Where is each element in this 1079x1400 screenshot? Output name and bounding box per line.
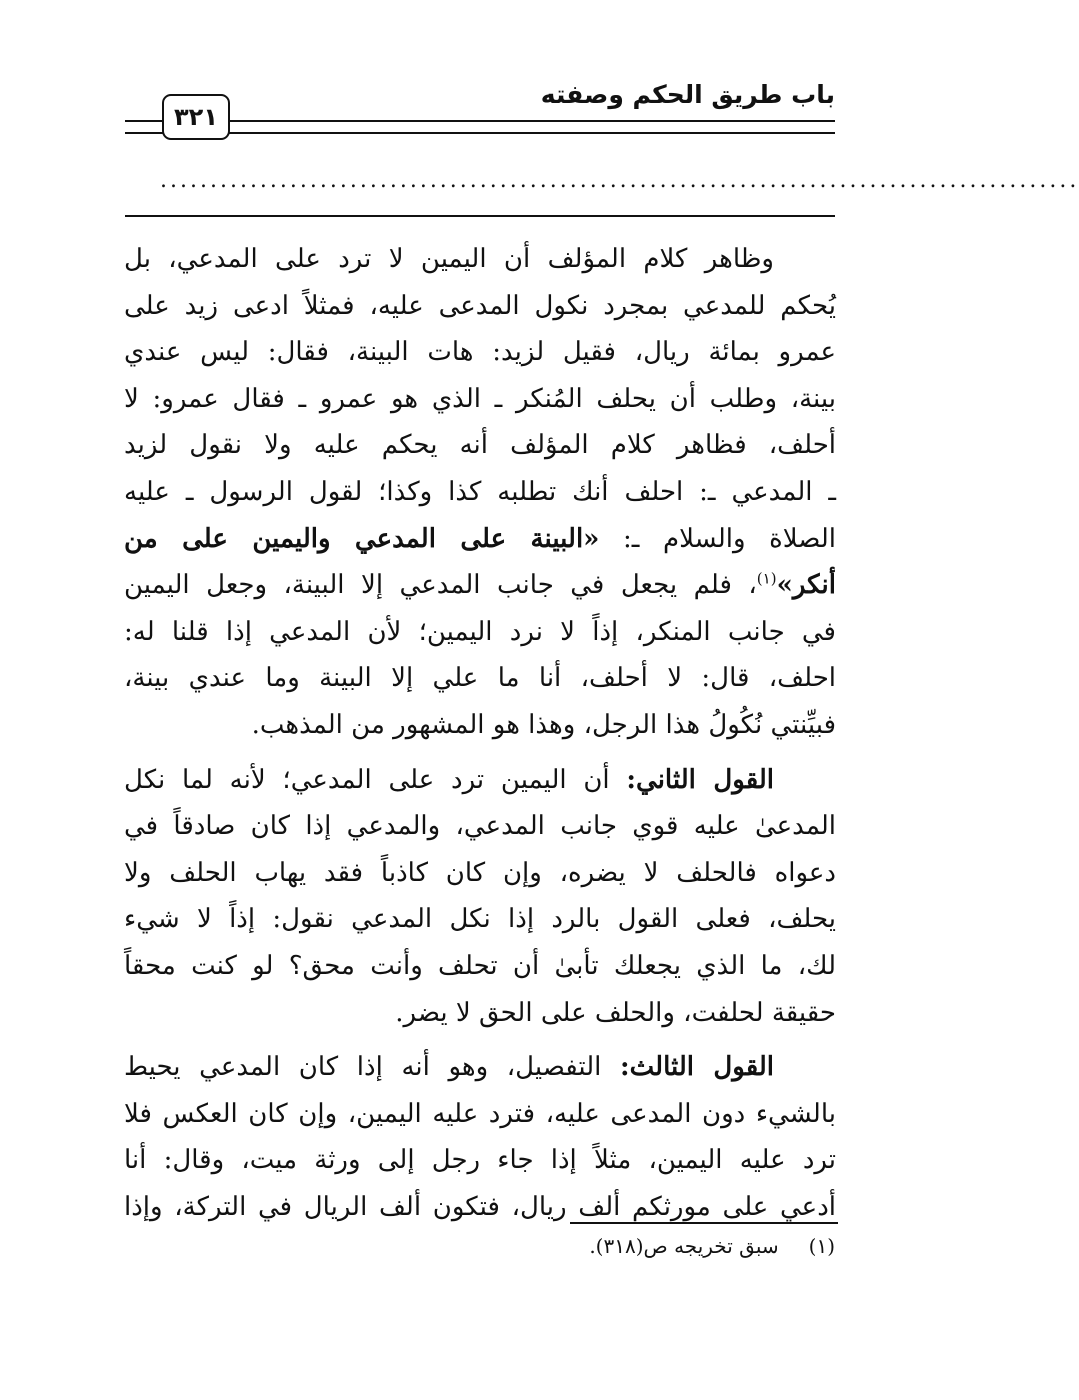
text-line: بالشيء دون المدعى عليه، فترد عليه اليمين، وإن كان العكس فلا [124, 1098, 836, 1129]
footnote-ref[interactable]: (١) [756, 569, 777, 588]
text-line: ـ المدعي ـ: احلف أنك تطلبه كذا وكذا؛ لقول الرسول ـ عليه [124, 476, 836, 507]
section-label: القول الثاني: [626, 764, 775, 795]
text-line [124, 516, 836, 563]
footnote-number: (١) [808, 1234, 835, 1258]
text-line: في جانب المنكر، إذاً لا نرد اليمين؛ لأن المدعي إذا قلنا له: [124, 616, 836, 647]
line-text: ، فلم يجعل في جانب المدعي إلا البينة، وجعل اليمين [124, 570, 757, 601]
dotted-separator: ............................................................................................ [160, 168, 1079, 193]
text-line: وظاهر كلام المؤلف أن اليمين لا ترد على المدعي، بل [124, 244, 774, 274]
line-text: التفصيل، وهو أنه إذا كان المدعي يحيط [124, 1052, 621, 1083]
text-line: احلف، قال: لا أحلف، أنا ما علي إلا البينة وما عندي بينة، [124, 663, 837, 694]
header-double-rule [125, 120, 835, 134]
text-line: فبيِّنتي نُكُولُ هذا الرجل، وهذا هو المشهور من المذهب. [251, 709, 836, 740]
text-top-rule [125, 215, 835, 217]
text-line: دعواه فالحلف لا يضره، وإن كان كاذباً فقد يهاب الحلف ولا [124, 857, 836, 888]
paragraph-2 [124, 757, 836, 1037]
footnote-rule [570, 1222, 838, 1224]
paragraph-3 [124, 1044, 836, 1230]
text-line [124, 757, 836, 804]
line-text: الصلاة والسلام ـ: «البينة على المدعي واليمين على من [124, 523, 836, 554]
text-line: يُحكم للمدعي بمجرد نكول المدعى عليه، فمثلاً ادعى زيد على [124, 290, 836, 321]
chapter-title: باب طريق الحكم وصفته [540, 80, 835, 109]
hadith-text: «البينة على المدعي واليمين على من [124, 523, 600, 554]
line-text: أن اليمين ترد على المدعي؛ لأنه لما نكل [124, 764, 627, 795]
hadith-text: أنكر» [776, 570, 836, 601]
text-line [124, 1044, 836, 1091]
footnote-text: سبق تخريجه ص(٣١٨). [589, 1234, 779, 1258]
text-line: يحلف، فعلى القول بالرد إذا نكل المدعي نقول: إذاً لا شيء [124, 904, 836, 935]
text-line: عمرو بمائة ريال، فقيل لزيد: هات البينة، فقال: ليس عندي [124, 337, 836, 368]
page-body [124, 236, 836, 1238]
text-line: ترد عليه اليمين، مثلاً إذا جاء رجل إلى ورثة ميت، وقال: أنا [124, 1145, 836, 1176]
text-line [124, 562, 836, 609]
footnote [589, 1234, 835, 1258]
section-label: القول الثالث: [620, 1052, 775, 1083]
page-number-badge: ٣٢١ [162, 94, 230, 140]
text-line: أحلف، فظاهر كلام المؤلف أنه يحكم عليه ولا نقول لزيد [124, 430, 836, 461]
paragraph-1 [124, 236, 836, 749]
text-line: حقيقة لحلفت، والحلف على الحق لا يضر. [395, 997, 836, 1028]
text-line: لك، ما الذي يجعلك تأبىٰ أن تحلف وأنت محق؟ لو كنت محقاً [124, 950, 836, 981]
text-line: أدعي على مورثكم ألف ريال، فتكون ألف الريال في التركة، وإذا [124, 1191, 836, 1222]
text-line: المدعىٰ عليه قوي جانب المدعي، والمدعي إذا كان صادقاً في [124, 811, 836, 842]
text-line: بينة، وطلب أن يحلف المُنكر ـ الذي هو عمرو ـ فقال عمرو: لا [124, 383, 836, 414]
